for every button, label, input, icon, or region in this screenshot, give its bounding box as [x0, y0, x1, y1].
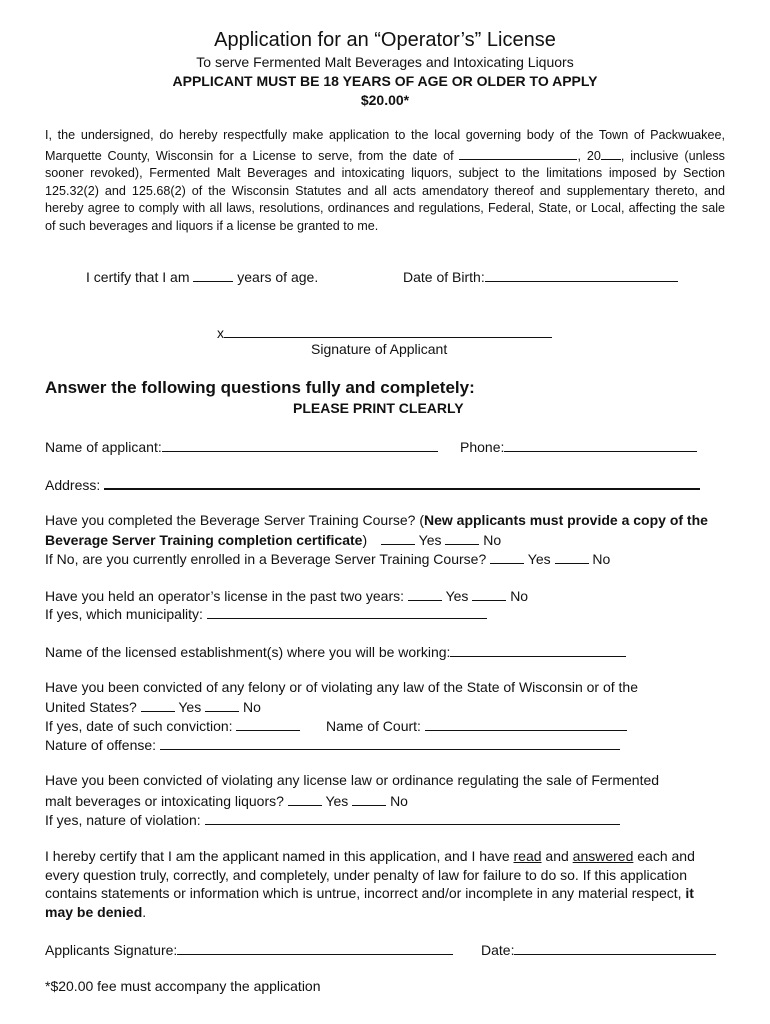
footer-date-field[interactable]	[514, 940, 716, 955]
fee-note: *$20.00 fee must accompany the application	[45, 978, 321, 994]
certification-and: and	[541, 848, 573, 864]
name-row	[45, 437, 438, 455]
training-yes-label: Yes	[418, 531, 442, 548]
license-law-no-field[interactable]	[352, 791, 386, 806]
license-law-yes-field[interactable]	[288, 791, 322, 806]
fee-amount: $20.00*	[360, 92, 410, 108]
training-q2-text: If No, are you currently enrolled in a Beverage Server Training Course?	[45, 551, 487, 567]
form-subtitle: To serve Fermented Malt Beverages and Intoxicating Liquors	[196, 54, 574, 70]
enrolled-yes-field[interactable]	[490, 549, 524, 564]
violation-label: If yes, nature of violation:	[45, 812, 201, 828]
prior-license-no-label: No	[510, 588, 529, 604]
offense-label: Nature of offense:	[45, 737, 157, 753]
offense-row	[45, 735, 620, 753]
certification-answered: answered	[572, 848, 634, 864]
court-field[interactable]	[425, 716, 627, 731]
dob-label: Date of Birth:	[403, 269, 485, 285]
establishment-label: Name of the licensed establishment(s) where you will be working:	[45, 644, 451, 660]
license-law-no-label: No	[390, 793, 408, 809]
name-field[interactable]	[162, 437, 438, 452]
conviction-date-row	[45, 716, 300, 734]
prior-license-question: Have you held an operator’s license in the past two years:	[45, 588, 405, 604]
phone-field[interactable]	[504, 437, 697, 452]
certification-text-a: I hereby certify that I am the applicant named in this application, and I have	[45, 848, 514, 864]
violation-field[interactable]	[205, 810, 620, 825]
training-q1-bold: New applicants must provide a copy of the Beverage Server Training completion certificate	[45, 512, 708, 548]
court-label: Name of Court:	[326, 718, 421, 734]
municipality-field[interactable]	[207, 604, 487, 619]
prior-license-yes-field[interactable]	[408, 586, 442, 601]
print-clearly-note: PLEASE PRINT CLEARLY	[293, 400, 464, 416]
felony-question-a: Have you been convicted of any felony or of violating any law of the State of Wisconsin or of the	[45, 679, 639, 695]
intro-text-b: , 20	[577, 148, 601, 163]
signature-x-mark: x	[217, 325, 224, 341]
address-field[interactable]	[104, 474, 700, 490]
felony-question-b-row	[45, 697, 261, 715]
dob-row	[403, 267, 678, 285]
training-q1-text: Have you completed the Beverage Server Training Course? (	[45, 512, 424, 528]
training-yes-field[interactable]	[381, 530, 415, 545]
age-field[interactable]	[193, 267, 233, 282]
violation-row	[45, 810, 620, 828]
age-requirement: APPLICANT MUST BE 18 YEARS OF AGE OR OLDER TO APPLY	[172, 73, 598, 89]
offense-field[interactable]	[160, 735, 620, 750]
name-label: Name of applicant:	[45, 439, 162, 455]
enrolled-yes-label: Yes	[527, 551, 551, 567]
applicant-signature-field[interactable]	[224, 323, 552, 338]
phone-label: Phone:	[460, 439, 505, 455]
footer-date-label: Date:	[481, 942, 515, 958]
license-year-field[interactable]	[601, 145, 621, 160]
license-start-date-field[interactable]	[459, 145, 577, 160]
felony-no-label: No	[243, 699, 261, 715]
felony-no-field[interactable]	[205, 697, 239, 712]
intro-text-a: I, the undersigned, do hereby respectfully make application to the local governing body of the Town of Packwuakee, Marquette County, Wisconsin for a License to serve, from the date of	[45, 128, 725, 163]
felony-yes-field[interactable]	[141, 697, 175, 712]
prior-license-no-field[interactable]	[472, 586, 506, 601]
felony-yes-label: Yes	[178, 699, 202, 715]
training-no-field[interactable]	[445, 530, 479, 545]
court-row	[326, 716, 627, 734]
license-law-question-b-row	[45, 791, 408, 809]
enrolled-no-field[interactable]	[555, 549, 589, 564]
certification-paragraph	[45, 847, 725, 921]
address-label: Address:	[45, 477, 101, 493]
prior-license-row	[45, 586, 528, 604]
age-label-b: years of age.	[237, 269, 319, 285]
certification-text-b: each and every question truly, correctly, and completely, under penalty of law for failure to do so. If this application contains statements or information which is untrue, incorrect and/or incomplete in any material respect,	[45, 848, 695, 901]
felony-question-b: United States?	[45, 699, 137, 715]
intro-paragraph	[45, 127, 725, 235]
age-certify-row	[86, 267, 318, 285]
signature-row	[217, 323, 552, 341]
municipality-label: If yes, which municipality:	[45, 606, 203, 622]
municipality-row	[45, 604, 487, 622]
license-law-question-b: malt beverages or intoxicating liquors?	[45, 793, 284, 809]
certification-period: .	[142, 903, 147, 920]
establishment-field[interactable]	[450, 642, 626, 657]
age-label-a: I certify that I am	[86, 269, 190, 285]
training-q1-close: )	[362, 531, 368, 548]
questions-heading: Answer the following questions fully and completely:	[45, 378, 475, 397]
address-row	[45, 474, 700, 493]
signature-label: Signature of Applicant	[311, 341, 448, 357]
phone-row	[460, 437, 697, 455]
footer-signature-field[interactable]	[177, 940, 453, 955]
training-question	[45, 511, 725, 569]
license-law-yes-label: Yes	[325, 793, 349, 809]
intro-text-c: , inclusive (unless sooner revoked), Fermented Malt Beverages and intoxicating liquors, subject to the limitations imposed by Section 125.32(2) and 125.68(2) of the Wisconsin Statutes and all acts amendatory thereof and supplementary thereto, and hereby agree to comply with all laws, resolutions, ordinances and regulations, Federal, State, or Local, affecting the sale of such beverages and liquors if a license be granted to me.	[45, 148, 725, 233]
certification-denied: it may be denied	[45, 885, 694, 920]
training-no-label: No	[483, 531, 502, 548]
dob-field[interactable]	[485, 267, 678, 282]
footer-signature-label: Applicants Signature:	[45, 942, 178, 958]
footer-date-row	[481, 940, 716, 958]
conviction-date-label: If yes, date of such conviction:	[45, 718, 233, 734]
license-law-question-a: Have you been convicted of violating any license law or ordinance regulating the sale of Fermented	[45, 772, 660, 788]
prior-license-yes-label: Yes	[445, 588, 469, 604]
conviction-date-field[interactable]	[236, 716, 300, 731]
establishment-row	[45, 642, 626, 660]
form-title: Application for an “Operator’s” License	[214, 29, 556, 51]
certification-read: read	[513, 848, 542, 864]
enrolled-no-label: No	[592, 551, 611, 567]
footer-signature-row	[45, 940, 453, 958]
